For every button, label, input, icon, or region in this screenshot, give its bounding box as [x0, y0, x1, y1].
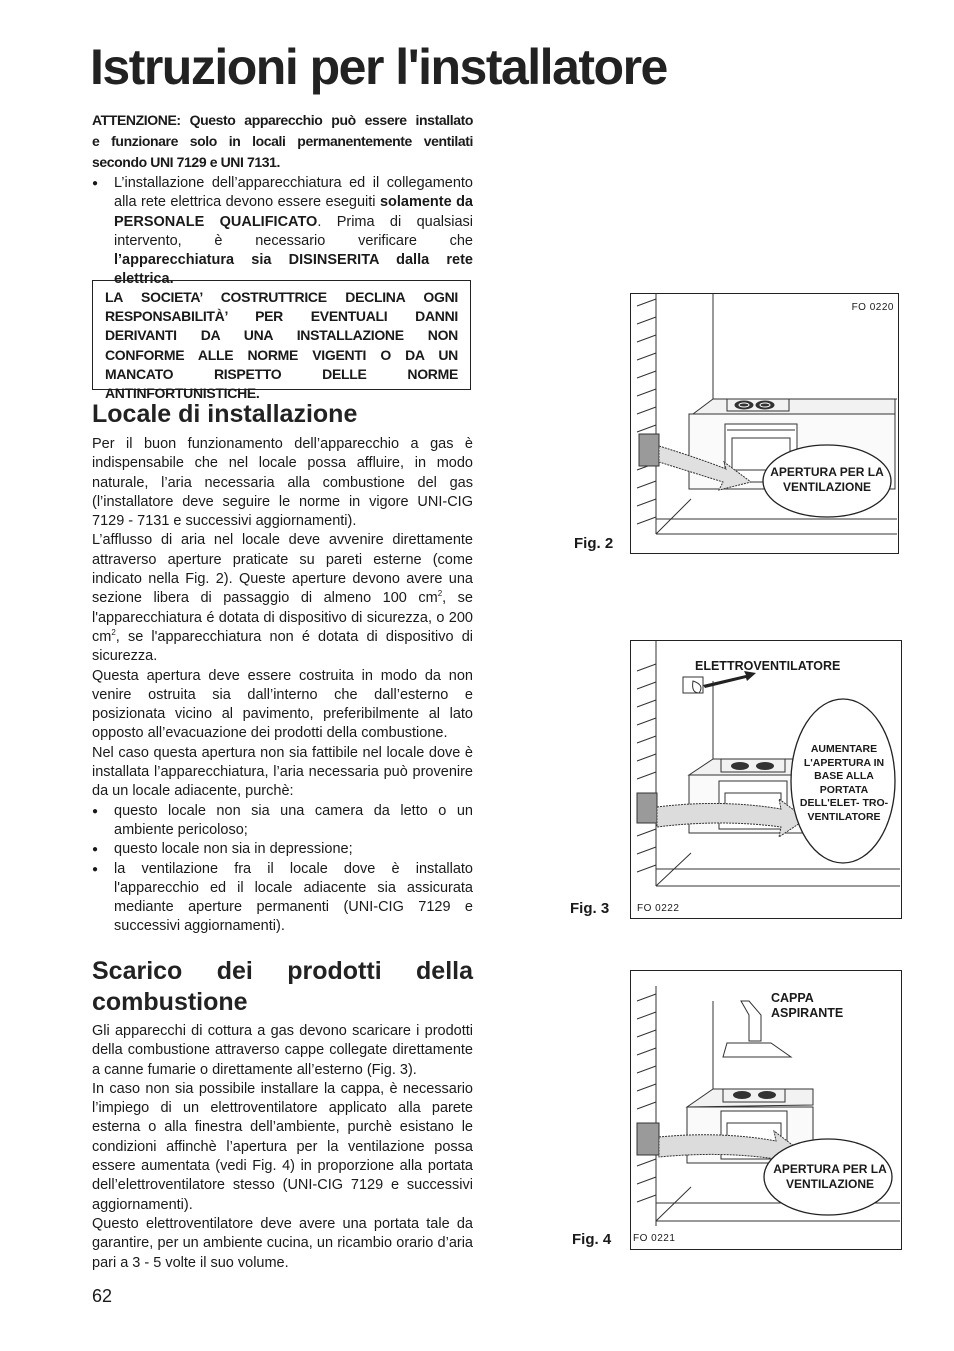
- superscript: 2: [437, 589, 443, 599]
- figure-4-extractor-hood: [630, 970, 902, 1250]
- vent-opening: [637, 793, 657, 823]
- paragraph: Nel caso questa apertura non sia fattibile nel locale dove è installata l’apparecchiatura, l’aria necessaria può provenire da un locale adiacente, purchè:: [92, 744, 473, 800]
- warning-text: [92, 110, 473, 173]
- brick-hatch: [637, 299, 656, 524]
- figure-label: Fig. 4: [572, 1231, 612, 1248]
- paragraph: Questa apertura deve essere costruita in modo da non venire ostruita sia dall’interno che dall’esterno e posizionata vicino al pavimento, preferibilmente al lato opposto all’evacuazione dei prodotti della combustione.: [92, 667, 473, 742]
- paragraph: [92, 531, 473, 666]
- intro-text-2: . Prima di qualsiasi intervento, è necessario verificare che: [114, 213, 473, 249]
- figure-3-electric-fan: [630, 640, 902, 919]
- figure-code: FO 0222: [637, 903, 680, 914]
- paragraph-part: L’afflusso di aria nel locale deve avvenire direttamente attraverso aperture praticate su pareti esterne (come indicato nella Fig. 2). Queste aperture devono avere una sezione libera di passaggio di almeno 100 cm: [92, 532, 473, 607]
- paragraph: In caso non sia possibile installare la cappa, è necessario l’impiego di un elettroventilatore applicato alla parete esterna o alla finestra dell’ambiente, purchè esistano le condizioni affinchè l’apertura per la ventilazione possa essere aumentata (vedi Fig. 4) in proporzione alla portata dell’elettroventilatore stesso (UNI-CIG 7129 e successivi aggiornamenti).: [92, 1080, 473, 1213]
- figure-label: Fig. 3: [570, 900, 610, 917]
- intro-bullet: [92, 174, 473, 290]
- page-title: Istruzioni per l'installatore: [90, 39, 667, 95]
- paragraph: Per il buon funzionamento dell’apparecchio a gas è indispensabile che nel locale possa affluire, in modo naturale, l’aria necessaria alla combustione del gas (l’installatore deve seguire le norme in vigore UNI-CIG 7129 - 7131 e successivi aggiornamenti).: [92, 436, 473, 530]
- page-number: 62: [92, 1286, 113, 1306]
- intro-bold-2: l’apparecchiatura sia DISINSERITA dalla rete elettrica.: [114, 252, 473, 288]
- section-exhaust-body: [92, 1022, 473, 1273]
- bullet-item: ● la ventilazione fra il locale dove è installato l'apparecchio ed il locale adiacente sia assicurata mediante aperture permanenti (UNI-CIG 7129 e successivi aggiornamenti).: [92, 860, 473, 937]
- intro-bold-1: solamente da PERSONALE QUALIFICATO: [114, 194, 474, 230]
- warning-line: ATTENZIONE: Questo apparecchio può essere installato: [92, 112, 473, 128]
- bullet-item: [92, 174, 473, 290]
- disclaimer-box: LA SOCIETA’ COSTRUTTRICE DECLINA OGNI RESPONSABILITÀ’ PER EVENTUALI DANNI DERIVANTI DA UNA INSTALLAZIONE NON CONFORME ALLE NORME VIGENTI O DA UN MANCATO RISPETTO DELLE NORME ANTINFORTUNISTICHE.: [92, 280, 471, 390]
- figure-label: Fig. 2: [574, 535, 614, 552]
- paragraph: Gli apparecchi di cottura a gas devono scaricare i prodotti della combustione attraverso cappe collegate direttamente a canne fumarie o direttamente all’esterno (Fig. 3).: [92, 1023, 473, 1078]
- kitchen-illustration: [631, 294, 897, 552]
- heading-line: Scarico dei prodotti della: [92, 957, 473, 985]
- section-installation-body: [92, 435, 473, 937]
- figure-code: FO 0221: [633, 1233, 676, 1244]
- fan-label: ELETTROVENTILATORE: [695, 659, 841, 673]
- paragraph-part: , se l'apparecchiatura non é dotata di dispositivo di sicurezza.: [92, 628, 473, 665]
- intro-text-1: L’installazione dell’apparecchiatura ed il collegamento alla rete elettrica devono essere eseguiti: [114, 175, 473, 211]
- figure-code: FO 0220: [851, 302, 894, 313]
- section-heading-exhaust: [92, 956, 473, 1018]
- figure-2-kitchen-ventilation: [630, 293, 899, 554]
- bullet-item: ● questo locale non sia in depressione;: [92, 840, 473, 859]
- warning-line: e funzionare solo in locali permanentemente ventilati: [92, 133, 473, 149]
- kitchen-illustration: [631, 971, 900, 1248]
- bullet-item: ● questo locale non sia una camera da letto o un ambiente pericoloso;: [92, 802, 473, 841]
- callout-text: AUMENTARE L'APERTURA IN BASE ALLA PORTATA DELL'ELET- TRO- VENTILATORE: [799, 743, 889, 823]
- hood-label: CAPPA ASPIRANTE: [771, 991, 844, 1020]
- vent-opening: [639, 434, 659, 466]
- heading-line: combustione: [92, 988, 248, 1016]
- warning-line: secondo UNI 7129 e UNI 7131.: [92, 154, 280, 170]
- section-heading-installation: Locale di installazione: [92, 400, 358, 428]
- superscript: 2: [111, 628, 116, 638]
- vent-opening: [637, 1123, 659, 1155]
- callout-text: APERTURA PER LA VENTILAZIONE: [773, 1162, 887, 1191]
- paragraph-part: , se l'apparecchiatura é dotata di dispositivo di sicurezza, o 200 cm: [92, 590, 473, 645]
- callout-text: APERTURA PER LA VENTILAZIONE: [770, 465, 884, 494]
- paragraph: Questo elettroventilatore deve avere una portata tale da garantire, per un ambiente cucina, un ricambio orario d’aria pari a 3 - 5 volte il suo volume.: [92, 1215, 473, 1271]
